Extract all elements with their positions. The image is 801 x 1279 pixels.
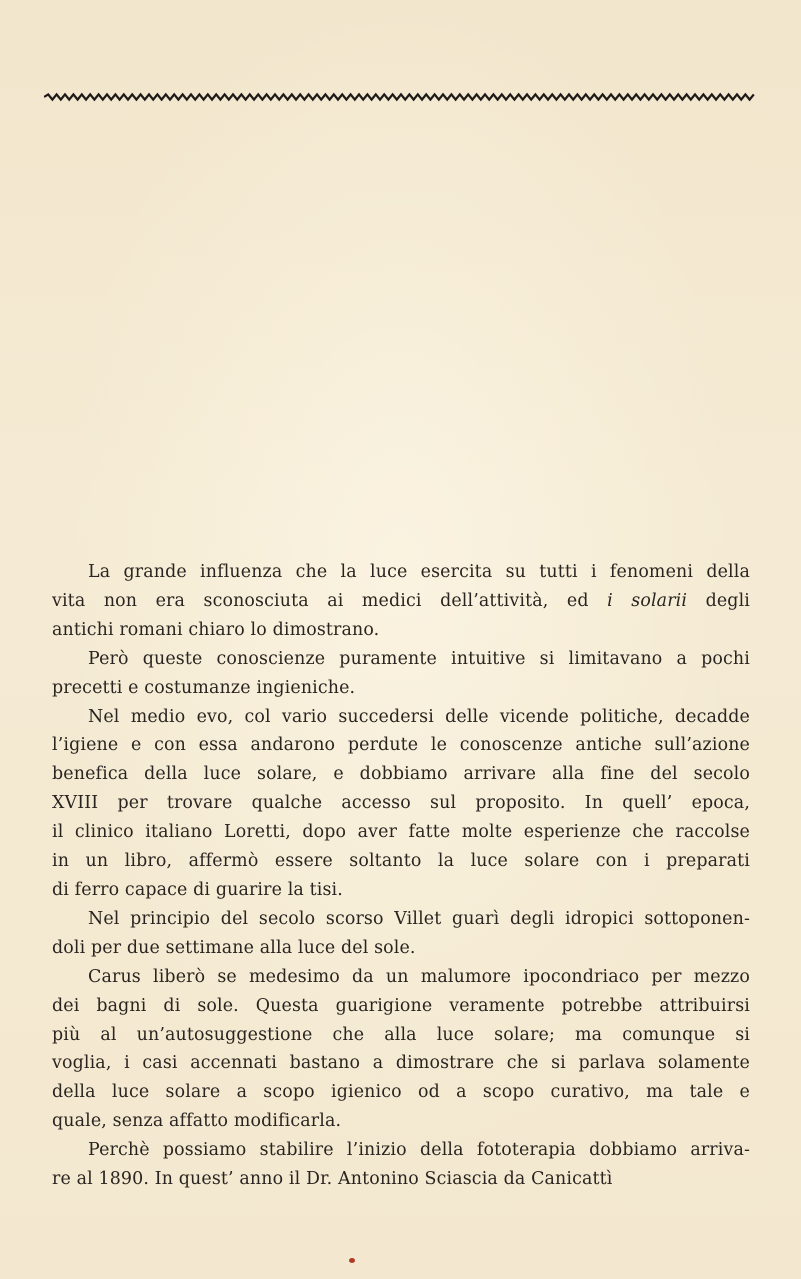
text-line: Carus liberò se medesimo da un malumore ipocondriaco per mezzo [88,966,750,987]
text-line: Però queste conoscienze puramente intuitive si limitavano a pochi [88,648,750,669]
text-line: vita non era sconosciuta ai medici dell’attività, ed i solarii degli [52,590,750,611]
text-line: voglia, i casi accennati bastano a dimostrare che si parlava solamente [52,1053,750,1074]
text-line: XVIII per trovare qualche accesso sul proposito. In quell’ epoca, [52,793,750,814]
body-text [52,558,750,1194]
text-line: Nel principio del secolo scorso Villet guarì degli idropici sottoponen- [88,908,750,929]
paragraph-2 [52,645,750,703]
text-line: più al un’autosuggestione che alla luce solare; ma comunque si [52,1024,750,1045]
paragraph-4 [52,905,750,963]
text-line: doli per due settimane alla luce del sole. [52,937,416,958]
ink-mark [349,1258,355,1263]
text-line: Nel medio evo, col vario succedersi delle vicende politiche, decadde [88,706,750,727]
text-line: Perchè possiamo stabilire l’inizio della fototerapia dobbiamo arriva- [88,1140,750,1161]
text-line: della luce solare a scopo igienico od a scopo curativo, ma tale e [52,1082,750,1103]
text-line: l’igiene e con essa andarono perdute le conoscenze antiche sull’azione [52,735,750,756]
text-line: in un libro, affermò essere soltanto la luce solare con i preparati [52,851,750,872]
text-line: quale, senza affatto modificarla. [52,1111,342,1132]
text-line: re al 1890. In quest’ anno il Dr. Antonino Sciascia da Canicattì [52,1169,613,1190]
paragraph-1 [52,558,750,645]
italic-term: i solarii [607,590,688,611]
text-line: antichi romani chiaro lo dimostrano. [52,619,380,640]
text-line: La grande influenza che la luce esercita su tutti i fenomeni della [88,562,750,582]
paragraph-5 [52,963,750,1136]
text-line: di ferro capace di guarire la tisi. [52,879,343,900]
paragraph-3 [52,703,750,905]
decorative-wavy-rule [44,92,758,102]
paragraph-6 [52,1136,750,1194]
text-line: precetti e costumanze ingieniche. [52,677,356,698]
text-line: dei bagni di sole. Questa guarigione veramente potrebbe attribuirsi [52,995,750,1016]
text-line: il clinico italiano Loretti, dopo aver fatte molte esperienze che raccolse [52,822,750,843]
text-line: benefica della luce solare, e dobbiamo arrivare alla fine del secolo [52,764,750,785]
